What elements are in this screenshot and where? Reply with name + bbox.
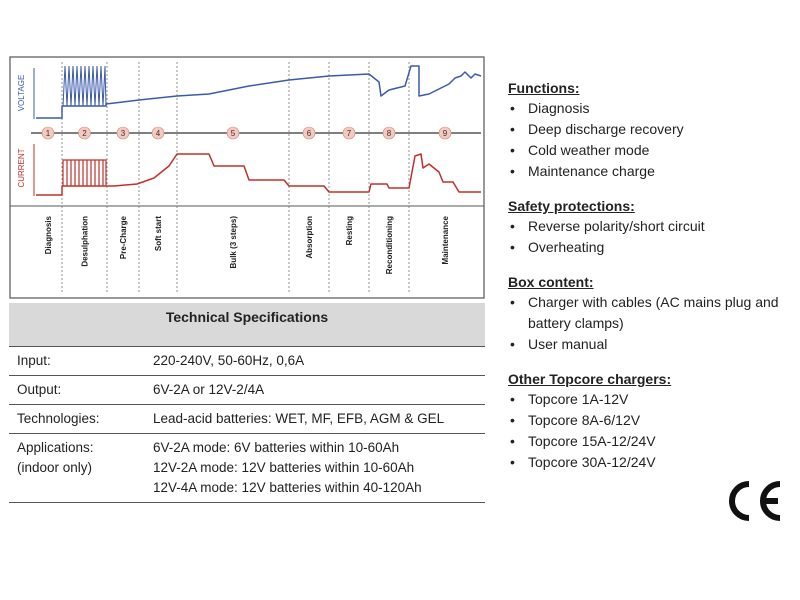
voltage-axis-label: VOLTAGE	[17, 74, 26, 112]
spec-row-applications	[9, 434, 485, 503]
section-title: Safety protections:	[508, 198, 635, 214]
list-item: • Overheating	[508, 237, 788, 258]
phase-name: Pre-Charge	[119, 216, 128, 260]
phase-number: 1	[45, 129, 51, 138]
spec-value: 6V-2A or 12V-2/4A	[145, 376, 485, 405]
phase-number: 5	[230, 129, 236, 138]
section-title: Box content:	[508, 274, 594, 290]
list-item: • User manual	[508, 334, 788, 355]
functions-section	[508, 78, 788, 182]
section-title: Functions:	[508, 80, 580, 96]
list-item: • Reverse polarity/short circuit	[508, 216, 788, 237]
box-content-list	[508, 292, 788, 355]
application-line: 12V-4A mode: 12V batteries within 40-120Ah	[153, 480, 422, 495]
functions-list	[508, 98, 788, 182]
other-chargers-section	[508, 369, 788, 473]
phase-number: 2	[82, 129, 87, 138]
safety-list	[508, 216, 788, 258]
phase-name: Diagnosis	[44, 216, 53, 255]
list-item: • Topcore 30A-12/24V	[508, 452, 788, 473]
technical-specifications-table	[9, 303, 485, 503]
spec-value: Lead-acid batteries: WET, MF, EFB, AGM & GEL	[145, 405, 485, 434]
application-line: 6V-2A mode: 6V batteries within 10-60Ah	[153, 440, 400, 455]
phase-name: Soft start	[154, 216, 163, 252]
list-item: • Charger with cables (AC mains plug and battery clamps)	[508, 292, 788, 334]
list-item: • Topcore 8A-6/12V	[508, 410, 788, 431]
phase-number: 8	[386, 129, 392, 138]
section-title: Other Topcore chargers:	[508, 371, 672, 387]
spec-label: Applications: (indoor only)	[9, 434, 145, 503]
list-item: • Topcore 1A-12V	[508, 389, 788, 410]
phase-number: 4	[155, 129, 161, 138]
phase-name: Maintenance	[441, 216, 450, 265]
charging-diagram-svg	[9, 56, 485, 299]
phase-name: Bulk (3 steps)	[229, 216, 238, 269]
phase-number: 3	[120, 129, 126, 138]
spec-value	[145, 434, 485, 503]
spec-label: Technologies:	[9, 405, 145, 434]
spec-label: Input:	[9, 347, 145, 376]
list-item: • Topcore 15A-12/24V	[508, 431, 788, 452]
phase-name: Resting	[345, 216, 354, 246]
safety-protections-section	[508, 196, 788, 258]
spec-row-input	[9, 347, 485, 376]
box-content-section	[508, 272, 788, 355]
feature-sections	[508, 78, 788, 487]
list-item: • Maintenance charge	[508, 161, 788, 182]
phase-number: 6	[306, 129, 312, 138]
phase-name: Desulphation	[80, 216, 90, 267]
current-axis-label: CURRENT	[17, 148, 26, 188]
spec-row-technologies	[9, 405, 485, 434]
application-line: 12V-2A mode: 12V batteries within 10-60Ah	[153, 460, 415, 475]
list-item: • Diagnosis	[508, 98, 788, 119]
spec-row-output	[9, 376, 485, 405]
list-item: • Cold weather mode	[508, 140, 788, 161]
specs-title: Technical Specifications	[9, 303, 485, 347]
list-item: • Deep discharge recovery	[508, 119, 788, 140]
phase-name: Reconditioning	[385, 216, 394, 275]
spec-value: 220-240V, 50-60Hz, 0,6A	[145, 347, 485, 376]
ce-c-glyph	[732, 484, 749, 518]
phase-number: 7	[346, 129, 352, 138]
charging-phases-diagram	[9, 56, 485, 299]
ce-mark-logo	[722, 476, 784, 526]
phase-number: 9	[442, 129, 448, 138]
spec-label: Output:	[9, 376, 145, 405]
phase-name: Absorption	[305, 216, 314, 259]
other-chargers-list	[508, 389, 788, 473]
